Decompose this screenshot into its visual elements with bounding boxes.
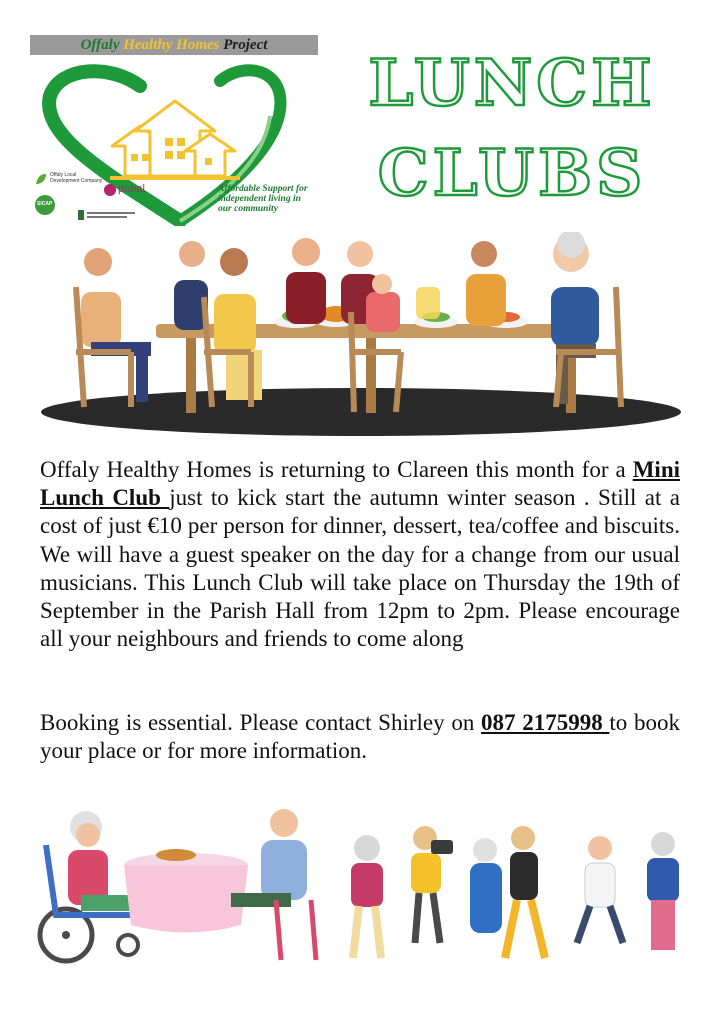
diner-6 [466,241,506,326]
intro-paragraph [40,456,680,653]
logo-word-project: Project [223,37,268,53]
partner-pobal-logo [104,184,164,198]
partner-offaly-logo [34,172,106,186]
dancing-couple [470,826,545,958]
leaf-icon [34,172,48,186]
dancer-2-with-radio [411,826,453,943]
dancer-bow-tie [577,836,623,943]
diner-4 [286,238,326,324]
partner-offaly-line1: Offaly Local [50,172,77,178]
partner-sicap-text: SICAP [37,201,53,207]
government-harp-logo [78,210,138,222]
intro-text-a: Offaly Healthy Homes is returning to Clareen this month for a [40,457,633,482]
booking-text-c: to book your place or for more information. [40,710,681,764]
logo-tagline [218,184,328,214]
dancer-1 [351,835,383,958]
logo-word-offaly: Offaly [80,37,120,53]
tea-table [124,849,248,933]
diner-3 [214,248,262,400]
tea-table-illustration [36,805,326,965]
logo-banner [30,35,318,55]
tagline-line2: independent living in [218,194,301,204]
logo-word-healthy: Healthy [123,37,173,53]
tagline-line3: our community [218,204,278,214]
title-clubs: CLUBS [377,136,647,211]
diner-1 [81,248,151,402]
pobal-icon [104,184,116,196]
partner-offaly-line2: Development Company [50,178,103,184]
phone-number: 087 2175998 [481,710,610,735]
logo-word-homes: Homes [176,37,220,53]
title-lunch: LUNCH [368,46,656,121]
project-logo [30,32,330,227]
dining-illustration [36,232,686,442]
partner-sicap-logo [34,194,64,224]
mini-lunch-club-link: Mini Lunch Club [40,457,680,511]
tagline-line1: Affordable Support for [218,184,308,194]
partner-pobal-text: pobal [118,183,145,195]
dancing-seniors-illustration [345,818,690,973]
intro-text-c: just to kick start the autumn winter season . Still at a cost of just €10 per person for dinner, dessert, tea/coffee and biscuits. We will have a guest speaker on the day for a change from our usual musicians. This Lunch Club will take place on Thursday the 19th of September in the Parish Hall from 12pm to 2pm. Please encourage all your neighbours and friends to come along [40,485,680,652]
booking-paragraph [40,709,680,765]
booking-text-a: Booking is essential. Please contact Shirley on [40,710,482,735]
dancer-blue-top [647,832,679,950]
